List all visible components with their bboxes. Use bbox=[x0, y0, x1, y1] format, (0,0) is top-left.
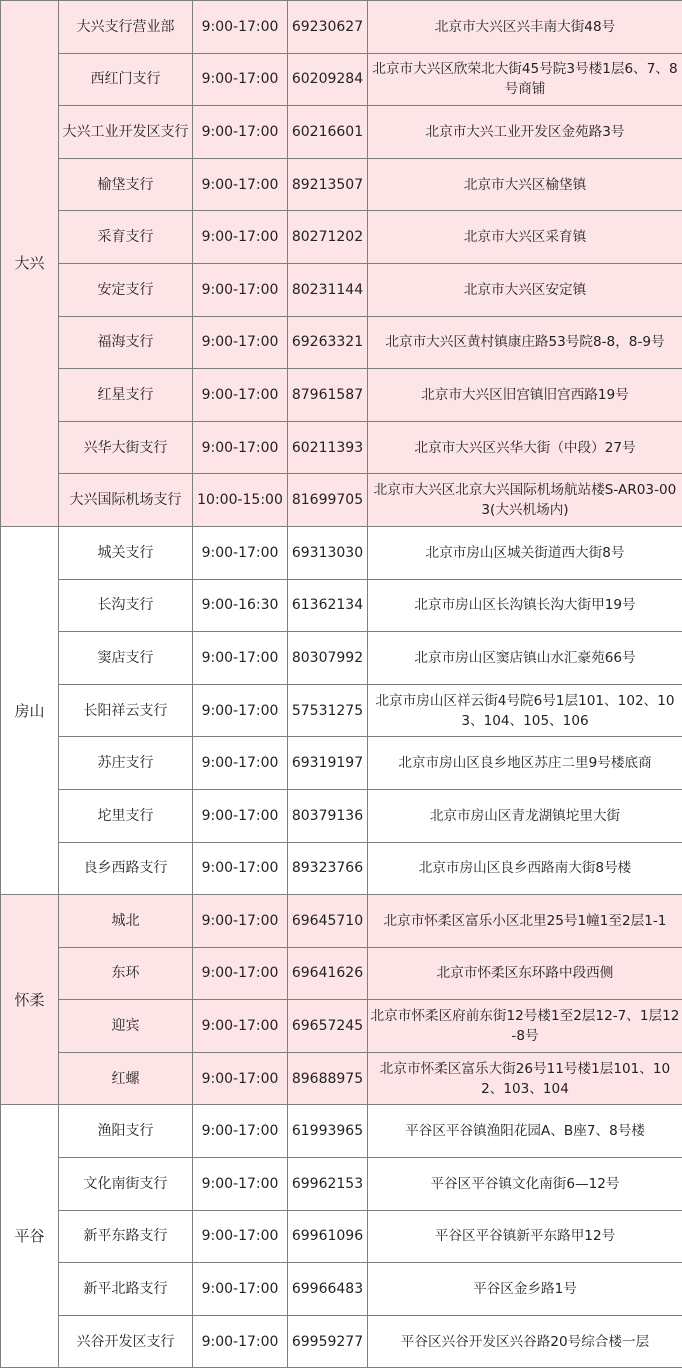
address-cell: 北京市怀柔区府前东街12号楼1至2层12-7、1层12-8号 bbox=[368, 1000, 682, 1053]
business-hours-cell: 9:00-17:00 bbox=[193, 316, 288, 369]
address-cell: 北京市大兴区安定镇 bbox=[368, 263, 682, 316]
phone-number-cell: 60209284 bbox=[288, 53, 368, 106]
phone-number-cell: 69263321 bbox=[288, 316, 368, 369]
phone-number-cell: 69319197 bbox=[288, 737, 368, 790]
table-row bbox=[1, 53, 682, 106]
branch-name-cell: 采育支行 bbox=[59, 211, 193, 264]
address-cell: 北京市大兴工业开发区金苑路3号 bbox=[368, 106, 682, 159]
address-cell: 北京市房山区城关街道西大街8号 bbox=[368, 526, 682, 579]
branch-name-cell: 兴华大街支行 bbox=[59, 421, 193, 474]
branch-name-cell: 新平北路支行 bbox=[59, 1263, 193, 1316]
branch-name-cell: 长阳祥云支行 bbox=[59, 684, 193, 737]
district-cell: 房山 bbox=[1, 526, 59, 894]
address-cell: 北京市大兴区兴华大街（中段）27号 bbox=[368, 421, 682, 474]
table-row bbox=[1, 1158, 682, 1211]
district-group bbox=[1, 1, 682, 527]
table-row bbox=[1, 1315, 682, 1368]
business-hours-cell: 9:00-17:00 bbox=[193, 632, 288, 685]
business-hours-cell: 9:00-17:00 bbox=[193, 895, 288, 948]
business-hours-cell: 9:00-17:00 bbox=[193, 53, 288, 106]
address-cell: 北京市房山区窦店镇山水汇豪苑66号 bbox=[368, 632, 682, 685]
business-hours-cell: 9:00-17:00 bbox=[193, 947, 288, 1000]
table-row bbox=[1, 1105, 682, 1158]
address-cell: 北京市房山区良乡西路南大街8号楼 bbox=[368, 842, 682, 895]
table-row bbox=[1, 316, 682, 369]
district-cell: 怀柔 bbox=[1, 895, 59, 1105]
table-row bbox=[1, 632, 682, 685]
branch-name-cell: 城北 bbox=[59, 895, 193, 948]
business-hours-cell: 9:00-17:00 bbox=[193, 421, 288, 474]
table-row bbox=[1, 842, 682, 895]
table-row bbox=[1, 1210, 682, 1263]
business-hours-cell: 9:00-17:00 bbox=[193, 526, 288, 579]
address-cell: 北京市房山区长沟镇长沟大街甲19号 bbox=[368, 579, 682, 632]
branch-name-cell: 榆垡支行 bbox=[59, 158, 193, 211]
phone-number-cell: 69657245 bbox=[288, 1000, 368, 1053]
branch-name-cell: 大兴国际机场支行 bbox=[59, 474, 193, 527]
phone-number-cell: 89688975 bbox=[288, 1052, 368, 1105]
business-hours-cell: 9:00-17:00 bbox=[193, 1158, 288, 1211]
table-row bbox=[1, 1263, 682, 1316]
address-cell: 北京市大兴区采育镇 bbox=[368, 211, 682, 264]
phone-number-cell: 57531275 bbox=[288, 684, 368, 737]
table-row bbox=[1, 947, 682, 1000]
address-cell: 平谷区平谷镇渔阳花园A、B座7、8号楼 bbox=[368, 1105, 682, 1158]
branch-name-cell: 新平东路支行 bbox=[59, 1210, 193, 1263]
table-row bbox=[1, 1, 682, 54]
address-cell: 北京市大兴区欣荣北大街45号院3号楼1层6、7、8号商铺 bbox=[368, 53, 682, 106]
table-row bbox=[1, 737, 682, 790]
table-row bbox=[1, 474, 682, 527]
branch-name-cell: 大兴支行营业部 bbox=[59, 1, 193, 54]
address-cell: 北京市怀柔区东环路中段西侧 bbox=[368, 947, 682, 1000]
table-row bbox=[1, 1052, 682, 1105]
table-row bbox=[1, 526, 682, 579]
phone-number-cell: 89213507 bbox=[288, 158, 368, 211]
business-hours-cell: 9:00-17:00 bbox=[193, 211, 288, 264]
address-cell: 平谷区金乡路1号 bbox=[368, 1263, 682, 1316]
table-row bbox=[1, 158, 682, 211]
phone-number-cell: 87961587 bbox=[288, 369, 368, 422]
branch-name-cell: 红螺 bbox=[59, 1052, 193, 1105]
phone-number-cell: 61362134 bbox=[288, 579, 368, 632]
address-cell: 平谷区平谷镇文化南街6—12号 bbox=[368, 1158, 682, 1211]
phone-number-cell: 69961096 bbox=[288, 1210, 368, 1263]
table-row bbox=[1, 684, 682, 737]
address-cell: 北京市怀柔区富乐大街26号11号楼1层101、102、103、104 bbox=[368, 1052, 682, 1105]
address-cell: 北京市大兴区北京大兴国际机场航站楼S-AR03-003(大兴机场内) bbox=[368, 474, 682, 527]
branch-name-cell: 文化南街支行 bbox=[59, 1158, 193, 1211]
address-cell: 北京市怀柔区富乐小区北里25号1幢1至2层1-1 bbox=[368, 895, 682, 948]
address-cell: 北京市房山区祥云街4号院6号1层101、102、103、104、105、106 bbox=[368, 684, 682, 737]
branch-name-cell: 坨里支行 bbox=[59, 789, 193, 842]
branch-name-cell: 兴谷开发区支行 bbox=[59, 1315, 193, 1368]
table-row bbox=[1, 263, 682, 316]
branch-name-cell: 城关支行 bbox=[59, 526, 193, 579]
branch-name-cell: 窦店支行 bbox=[59, 632, 193, 685]
branch-name-cell: 福海支行 bbox=[59, 316, 193, 369]
phone-number-cell: 69645710 bbox=[288, 895, 368, 948]
phone-number-cell: 80271202 bbox=[288, 211, 368, 264]
district-cell: 平谷 bbox=[1, 1105, 59, 1368]
district-group bbox=[1, 895, 682, 1105]
business-hours-cell: 9:00-17:00 bbox=[193, 737, 288, 790]
phone-number-cell: 60211393 bbox=[288, 421, 368, 474]
table-row bbox=[1, 369, 682, 422]
table-row bbox=[1, 106, 682, 159]
branch-name-cell: 东环 bbox=[59, 947, 193, 1000]
branch-name-cell: 良乡西路支行 bbox=[59, 842, 193, 895]
branch-name-cell: 红星支行 bbox=[59, 369, 193, 422]
district-group bbox=[1, 526, 682, 894]
branch-name-cell: 西红门支行 bbox=[59, 53, 193, 106]
table-row bbox=[1, 1000, 682, 1053]
business-hours-cell: 9:00-17:00 bbox=[193, 1263, 288, 1316]
branch-name-cell: 渔阳支行 bbox=[59, 1105, 193, 1158]
business-hours-cell: 9:00-17:00 bbox=[193, 1210, 288, 1263]
phone-number-cell: 69230627 bbox=[288, 1, 368, 54]
address-cell: 平谷区平谷镇新平东路甲12号 bbox=[368, 1210, 682, 1263]
business-hours-cell: 9:00-17:00 bbox=[193, 106, 288, 159]
address-cell: 北京市大兴区黄村镇康庄路53号院8-8，8-9号 bbox=[368, 316, 682, 369]
phone-number-cell: 61993965 bbox=[288, 1105, 368, 1158]
phone-number-cell: 81699705 bbox=[288, 474, 368, 527]
address-cell: 北京市房山区青龙湖镇坨里大街 bbox=[368, 789, 682, 842]
address-cell: 北京市大兴区榆垡镇 bbox=[368, 158, 682, 211]
table-row bbox=[1, 579, 682, 632]
branch-name-cell: 苏庄支行 bbox=[59, 737, 193, 790]
business-hours-cell: 9:00-17:00 bbox=[193, 789, 288, 842]
business-hours-cell: 10:00-15:00 bbox=[193, 474, 288, 527]
branch-name-cell: 大兴工业开发区支行 bbox=[59, 106, 193, 159]
business-hours-cell: 9:00-16:30 bbox=[193, 579, 288, 632]
business-hours-cell: 9:00-17:00 bbox=[193, 158, 288, 211]
address-cell: 北京市房山区良乡地区苏庄二里9号楼底商 bbox=[368, 737, 682, 790]
branch-name-cell: 长沟支行 bbox=[59, 579, 193, 632]
phone-number-cell: 89323766 bbox=[288, 842, 368, 895]
address-cell: 北京市大兴区兴丰南大街48号 bbox=[368, 1, 682, 54]
business-hours-cell: 9:00-17:00 bbox=[193, 842, 288, 895]
phone-number-cell: 80307992 bbox=[288, 632, 368, 685]
business-hours-cell: 9:00-17:00 bbox=[193, 1000, 288, 1053]
phone-number-cell: 80379136 bbox=[288, 789, 368, 842]
phone-number-cell: 80231144 bbox=[288, 263, 368, 316]
phone-number-cell: 69962153 bbox=[288, 1158, 368, 1211]
table-row bbox=[1, 895, 682, 948]
district-group bbox=[1, 1105, 682, 1368]
district-cell: 大兴 bbox=[1, 1, 59, 527]
business-hours-cell: 9:00-17:00 bbox=[193, 684, 288, 737]
branch-name-cell: 迎宾 bbox=[59, 1000, 193, 1053]
phone-number-cell: 69959277 bbox=[288, 1315, 368, 1368]
business-hours-cell: 9:00-17:00 bbox=[193, 1315, 288, 1368]
business-hours-cell: 9:00-17:00 bbox=[193, 263, 288, 316]
phone-number-cell: 69966483 bbox=[288, 1263, 368, 1316]
table-row bbox=[1, 211, 682, 264]
table-row bbox=[1, 789, 682, 842]
address-cell: 平谷区兴谷开发区兴谷路20号综合楼一层 bbox=[368, 1315, 682, 1368]
phone-number-cell: 60216601 bbox=[288, 106, 368, 159]
business-hours-cell: 9:00-17:00 bbox=[193, 1052, 288, 1105]
phone-number-cell: 69313030 bbox=[288, 526, 368, 579]
table-row bbox=[1, 421, 682, 474]
business-hours-cell: 9:00-17:00 bbox=[193, 1, 288, 54]
branch-name-cell: 安定支行 bbox=[59, 263, 193, 316]
address-cell: 北京市大兴区旧宫镇旧宫西路19号 bbox=[368, 369, 682, 422]
business-hours-cell: 9:00-17:00 bbox=[193, 1105, 288, 1158]
business-hours-cell: 9:00-17:00 bbox=[193, 369, 288, 422]
phone-number-cell: 69641626 bbox=[288, 947, 368, 1000]
